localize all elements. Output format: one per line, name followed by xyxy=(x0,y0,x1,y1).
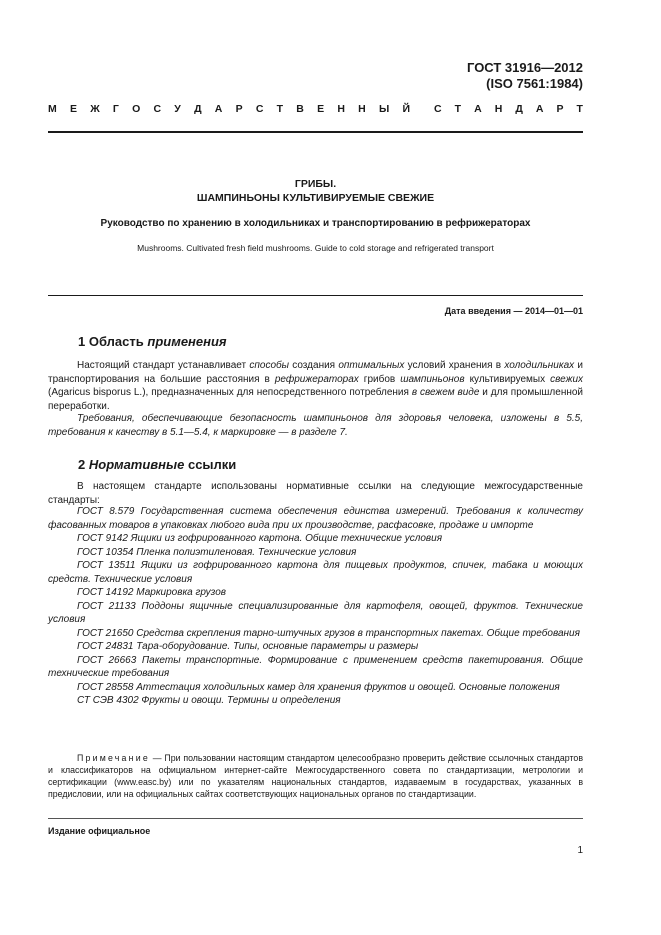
reference-item: ГОСТ 10354 Пленка полиэтиленовая. Технические условия xyxy=(77,546,357,558)
standard-designation xyxy=(467,60,583,92)
reference-item: ГОСТ 13511 Ящики из гофрированного картона для пищевых продуктов, спичек, табака и моющих средств. Технические условия xyxy=(48,560,583,585)
reference-item: ГОСТ 21133 Поддоны ящичные специализированные для картофеля, овощей, фруктов. Технические условия xyxy=(48,600,583,625)
references-note xyxy=(48,752,583,800)
banner-word-interstate: М Е Ж Г О С У Д А Р С Т В Е Н Н Ы Й xyxy=(48,103,410,115)
section-2-heading: 2 Нормативные ссылки xyxy=(78,457,237,472)
introduction-date: Дата введения — 2014—01—01 xyxy=(444,306,583,316)
reference-item: ГОСТ 21650 Средства скрепления тарно-штучных грузов в транспортных пакетах. Общие требования xyxy=(77,627,580,639)
english-title: Mushrooms. Cultivated fresh field mushrooms. Guide to cold storage and refrigerated transport xyxy=(137,243,494,253)
reference-item: ГОСТ 26663 Пакеты транспортные. Формирование с применением средств пакетирования. Общие технические требования xyxy=(48,654,583,679)
iso-number: (ISO 7561:1984) xyxy=(486,76,583,91)
reference-item: ГОСТ 14192 Маркировка грузов xyxy=(77,587,226,598)
reference-item: ГОСТ 24831 Тара-оборудование. Типы, основные параметры и размеры xyxy=(77,641,419,652)
reference-item: СТ СЭВ 4302 Фрукты и овощи. Термины и определения xyxy=(77,695,341,706)
section-1-paragraph-2: Требования, обеспечивающие безопасность шампиньонов для здоровья человека, изложены в 5.5, требования к качеству в 5.1—5.4, к маркировке — в разделе 7. xyxy=(48,413,583,438)
note-text: — При пользовании настоящим стандартом целесообразно проверить действие ссылочных стандартов и классификаторов на официальном интернет-сайте Межгосударственного совета по стандартизации, метрологии и сертификации (www.easc.by) или по указателям национальных стандартов, издаваемым в государствах, указанных в предисловии, или на официальных сайтах соответствующих национальных органов по стандартизации. xyxy=(48,753,583,799)
banner-word-standard: С Т А Н Д А Р Т xyxy=(434,103,583,115)
note-label: Примечание xyxy=(77,753,150,763)
section-2-intro: В настоящем стандарте использованы нормативные ссылки на следующие межгосударственные стандарты: xyxy=(48,481,583,506)
title-rule xyxy=(48,295,583,296)
header-rule xyxy=(48,131,583,133)
section-1-heading: 1 Область применения xyxy=(78,334,227,349)
reference-item: ГОСТ 9142 Ящики из гофрированного картона. Общие технические условия xyxy=(77,533,443,544)
document-subtitle: Руководство по хранению в холодильниках и транспортированию в рефрижераторах xyxy=(100,218,531,229)
reference-item: ГОСТ 8.579 Государственная система обеспечения единства измерений. Требования к количеству фасованных товаров в упаковках любого вида при их производстве, расфасовке, продаже и импорте xyxy=(48,506,583,531)
page-number: 1 xyxy=(577,845,583,856)
normative-references-list xyxy=(48,505,583,708)
official-edition-label: Издание официальное xyxy=(48,826,151,836)
interstate-standard-banner xyxy=(48,103,583,119)
gost-number: ГОСТ 31916—2012 xyxy=(467,60,583,75)
reference-item: ГОСТ 28558 Аттестация холодильных камер для хранения фруктов и овощей. Основные положения xyxy=(77,681,560,693)
document-title: ГРИБЫ. ШАМПИНЬОНЫ КУЛЬТИВИРУЕМЫЕ СВЕЖИЕ xyxy=(196,178,435,204)
section-1-paragraph-1: Настоящий стандарт устанавливает способы создания оптимальных условий хранения в холодильниках и транспортирования на большие расстояния в рефрижераторах грибов шампиньонов культивируемых свежих (Agaricus bisporus L.), предназначенных для непосредственного потребления в свежем виде и для промышленной переработки. xyxy=(48,360,584,412)
footer-rule xyxy=(48,818,583,819)
